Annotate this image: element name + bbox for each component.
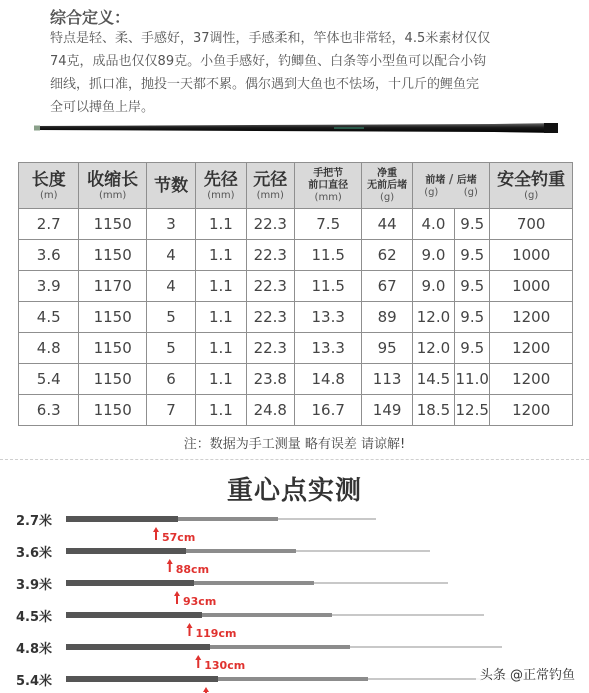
header-base-diameter: 元径 (mm) bbox=[246, 163, 294, 209]
table-cell: 4.0 bbox=[412, 209, 454, 240]
header-length: 长度 (m) bbox=[19, 163, 79, 209]
table-row bbox=[19, 364, 573, 395]
intro-line: 74克，成品也仅仅89克。小鱼手感好，钓鲫鱼、白条等小型鱼可以配合小钩 bbox=[50, 54, 487, 69]
table-cell: 11.0 bbox=[455, 364, 490, 395]
table-cell: 89 bbox=[362, 302, 412, 333]
table-cell: 1.1 bbox=[196, 364, 246, 395]
table-cell: 9.0 bbox=[412, 240, 454, 271]
rod-middle-segment bbox=[178, 517, 278, 521]
balance-point-label: 93cm bbox=[183, 595, 217, 608]
table-cell: 9.5 bbox=[455, 271, 490, 302]
table-cell: 1.1 bbox=[196, 240, 246, 271]
header-handle-diameter: 手把节 前口直径 (mm) bbox=[294, 163, 361, 209]
rod-length-label: 2.7米 bbox=[16, 514, 53, 529]
header-shrink-length: 收缩长 (mm) bbox=[79, 163, 146, 209]
table-cell: 5 bbox=[146, 333, 195, 364]
table-row bbox=[19, 302, 573, 333]
table-cell: 3.6 bbox=[19, 240, 79, 271]
table-cell: 4.8 bbox=[19, 333, 79, 364]
rod-middle-segment bbox=[186, 549, 296, 553]
table-row bbox=[19, 240, 573, 271]
rod-handle-segment bbox=[66, 644, 210, 650]
table-cell: 1.1 bbox=[196, 333, 246, 364]
rod-middle-segment bbox=[210, 645, 350, 649]
table-cell: 3.9 bbox=[19, 271, 79, 302]
table-cell: 1150 bbox=[79, 364, 146, 395]
balance-section-title: 重心点实测 bbox=[226, 476, 362, 506]
table-cell: 2.7 bbox=[19, 209, 79, 240]
table-cell: 4.5 bbox=[19, 302, 79, 333]
table-cell: 5 bbox=[146, 302, 195, 333]
table-cell: 13.3 bbox=[294, 302, 361, 333]
table-cell: 12.5 bbox=[455, 395, 490, 426]
table-cell: 3 bbox=[146, 209, 195, 240]
rod-length-label: 4.8米 bbox=[16, 642, 53, 657]
table-cell: 9.5 bbox=[455, 333, 490, 364]
table-cell: 6.3 bbox=[19, 395, 79, 426]
balance-point-label: 130cm bbox=[204, 659, 246, 672]
intro-line: 特点是轻、柔、手感好，37调性，手感柔和，竿体也非常轻，4.5米素材仅仅 bbox=[50, 31, 491, 46]
rod-handle-segment bbox=[66, 548, 186, 554]
rod-length-label: 3.6米 bbox=[16, 546, 53, 561]
table-cell: 14.8 bbox=[294, 364, 361, 395]
section-divider bbox=[0, 459, 589, 460]
table-cell: 95 bbox=[362, 333, 412, 364]
table-cell: 16.7 bbox=[294, 395, 361, 426]
table-cell: 1000 bbox=[490, 240, 573, 271]
rod-length-label: 3.9米 bbox=[16, 578, 53, 593]
header-plugs: 前堵 / 后堵 (g) (g) bbox=[412, 163, 490, 209]
table-cell: 9.0 bbox=[412, 271, 454, 302]
table-cell: 6 bbox=[146, 364, 195, 395]
table-cell: 1150 bbox=[79, 240, 146, 271]
spec-table bbox=[18, 162, 573, 426]
balance-point-arrow bbox=[174, 591, 180, 604]
intro-body bbox=[50, 27, 565, 119]
balance-point-arrow bbox=[195, 655, 201, 668]
table-cell: 1200 bbox=[490, 302, 573, 333]
table-cell: 9.5 bbox=[455, 240, 490, 271]
table-row bbox=[19, 333, 573, 364]
table-cell: 149 bbox=[362, 395, 412, 426]
table-cell: 1.1 bbox=[196, 302, 246, 333]
table-cell: 24.8 bbox=[246, 395, 294, 426]
table-cell: 1.1 bbox=[196, 209, 246, 240]
header-safe-load: 安全钓重 (g) bbox=[490, 163, 573, 209]
header-net-weight: 净重 无前后堵 (g) bbox=[362, 163, 412, 209]
rod-length-label: 5.4米 bbox=[16, 674, 53, 689]
watermark: 头条 @正常钓鱼 bbox=[476, 662, 579, 685]
table-cell: 1000 bbox=[490, 271, 573, 302]
table-cell: 23.8 bbox=[246, 364, 294, 395]
measurement-note: 注：数据为手工测量 略有误差 请谅解! bbox=[183, 437, 406, 452]
table-cell: 1200 bbox=[490, 395, 573, 426]
table-cell: 5.4 bbox=[19, 364, 79, 395]
table-cell: 14.5 bbox=[412, 364, 454, 395]
rod-handle-segment bbox=[66, 612, 202, 618]
table-header-row bbox=[19, 163, 573, 209]
intro-line: 细线，抓口准，抛投一天都不累。偶尔遇到大鱼也不怯场，十几斤的鲤鱼完 bbox=[50, 77, 480, 92]
balance-point-arrow bbox=[167, 559, 173, 572]
table-cell: 700 bbox=[490, 209, 573, 240]
rod-handle-segment bbox=[66, 580, 194, 586]
table-row bbox=[19, 395, 573, 426]
table-cell: 9.5 bbox=[455, 302, 490, 333]
table-cell: 22.3 bbox=[246, 240, 294, 271]
table-cell: 12.0 bbox=[412, 333, 454, 364]
table-cell: 1200 bbox=[490, 364, 573, 395]
balance-point-label: 57cm bbox=[162, 531, 196, 544]
fishing-rod-image bbox=[34, 121, 558, 135]
balance-point-arrow bbox=[153, 527, 159, 540]
table-row bbox=[19, 209, 573, 240]
table-cell: 62 bbox=[362, 240, 412, 271]
balance-point-arrow bbox=[187, 623, 193, 636]
table-cell: 9.5 bbox=[455, 209, 490, 240]
table-cell: 11.5 bbox=[294, 271, 361, 302]
table-cell: 1.1 bbox=[196, 271, 246, 302]
table-cell: 7 bbox=[146, 395, 195, 426]
table-cell: 7.5 bbox=[294, 209, 361, 240]
intro-title: 综合定义： bbox=[50, 8, 131, 27]
table-cell: 13.3 bbox=[294, 333, 361, 364]
rod-middle-segment bbox=[202, 613, 332, 617]
table-cell: 4 bbox=[146, 271, 195, 302]
table-cell: 1200 bbox=[490, 333, 573, 364]
table-cell: 4 bbox=[146, 240, 195, 271]
balance-point-arrow bbox=[203, 687, 209, 693]
table-cell: 11.5 bbox=[294, 240, 361, 271]
header-sections: 节数 bbox=[146, 163, 195, 209]
table-row bbox=[19, 271, 573, 302]
table-cell: 1.1 bbox=[196, 395, 246, 426]
rod-middle-segment bbox=[218, 677, 368, 681]
rod-handle-segment bbox=[66, 516, 178, 522]
balance-point-label: 119cm bbox=[195, 627, 237, 640]
balance-point-label: 88cm bbox=[175, 563, 210, 576]
table-cell: 1150 bbox=[79, 302, 146, 333]
table-cell: 22.3 bbox=[246, 209, 294, 240]
table-cell: 113 bbox=[362, 364, 412, 395]
table-cell: 44 bbox=[362, 209, 412, 240]
table-cell: 1170 bbox=[79, 271, 146, 302]
table-cell: 18.5 bbox=[412, 395, 454, 426]
rod-middle-segment bbox=[194, 581, 314, 585]
table-body bbox=[19, 209, 573, 426]
table-cell: 22.3 bbox=[246, 333, 294, 364]
table-cell: 1150 bbox=[79, 333, 146, 364]
table-cell: 1150 bbox=[79, 395, 146, 426]
table-cell: 67 bbox=[362, 271, 412, 302]
header-tip-diameter: 先径 (mm) bbox=[196, 163, 246, 209]
rod-length-label: 4.5米 bbox=[16, 610, 53, 625]
intro-line: 全可以搏鱼上岸。 bbox=[50, 100, 155, 115]
rod-handle-segment bbox=[66, 676, 218, 682]
table-cell: 22.3 bbox=[246, 302, 294, 333]
table-cell: 22.3 bbox=[246, 271, 294, 302]
table-cell: 1150 bbox=[79, 209, 146, 240]
table-cell: 12.0 bbox=[412, 302, 454, 333]
